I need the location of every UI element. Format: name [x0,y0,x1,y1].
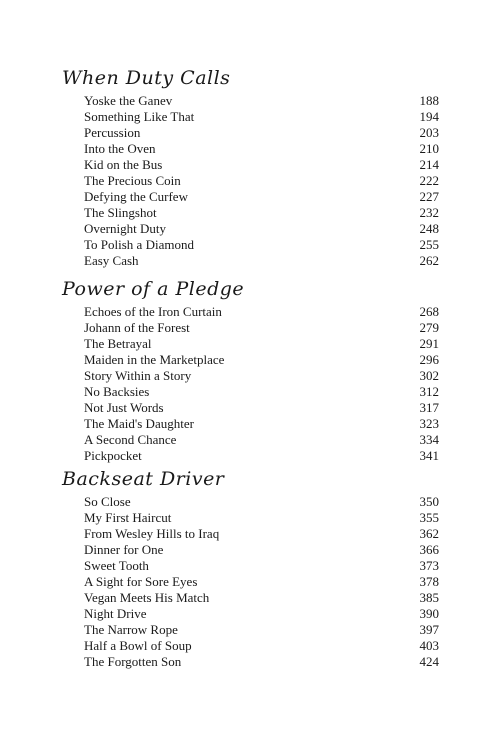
entry-title: Easy Cash [84,253,139,268]
entry-page-number: 296 [419,352,439,367]
entry-page-number: 214 [419,157,439,172]
entry-page-number: 355 [419,510,439,525]
entry-page-number: 373 [419,558,439,573]
section-entries [84,494,439,670]
entry-title: Night Drive [84,606,147,621]
toc-entry [84,189,439,205]
toc-entry [84,320,439,336]
entry-title: From Wesley Hills to Iraq [84,526,220,541]
entry-page-number: 268 [419,304,439,319]
section-title: When Duty Calls [62,67,231,89]
entry-page-number: 350 [419,494,439,509]
entry-page-number: 279 [419,320,439,335]
section-title: Backseat Driver [62,468,225,490]
entry-title: Something Like That [84,109,195,124]
toc-entry [84,384,439,400]
entry-title: Kid on the Bus [84,157,163,172]
entry-page-number: 317 [419,400,439,415]
entry-page-number: 210 [419,141,439,156]
toc-entry [84,558,439,574]
entry-page-number: 397 [419,622,439,637]
toc-entry [84,510,439,526]
entry-page-number: 390 [419,606,439,621]
entry-page-number: 255 [419,237,439,252]
entry-title: Percussion [84,125,141,140]
toc-entry [84,109,439,125]
toc-entry [84,638,439,654]
entry-title: The Betrayal [84,336,152,351]
entry-title: Defying the Curfew [84,189,188,204]
entry-title: The Slingshot [84,205,157,220]
entry-page-number: 362 [419,526,439,541]
entry-title: No Backsies [84,384,150,399]
entry-title: Half a Bowl of Soup [84,638,192,653]
entry-page-number: 262 [419,253,439,268]
entry-title: To Polish a Diamond [84,237,194,252]
entry-page-number: 291 [419,336,439,351]
entry-title: The Precious Coin [84,173,181,188]
section-entries [84,304,439,464]
entry-page-number: 312 [419,384,439,399]
entry-title: Story Within a Story [84,368,192,383]
entry-title: Not Just Words [84,400,164,415]
toc-entry [84,432,439,448]
toc-entry [84,336,439,352]
entry-title: Johann of the Forest [84,320,190,335]
entry-page-number: 188 [419,93,439,108]
toc-entry [84,93,439,109]
entry-title: Echoes of the Iron Curtain [84,304,222,319]
toc-entry [84,304,439,320]
entry-page-number: 403 [419,638,439,653]
entry-title: A Second Chance [84,432,177,447]
entry-title: Pickpocket [84,448,142,463]
toc-entry [84,606,439,622]
entry-page-number: 248 [419,221,439,236]
section-entries [84,93,439,269]
entry-page-number: 378 [419,574,439,589]
entry-page-number: 232 [419,205,439,220]
toc-entry [84,654,439,670]
entry-page-number: 334 [419,432,439,447]
entry-title: Sweet Tooth [84,558,149,573]
entry-title: Dinner for One [84,542,164,557]
entry-title: The Maid's Daughter [84,416,194,431]
entry-title: Maiden in the Marketplace [84,352,225,367]
entry-page-number: 222 [419,173,439,188]
entry-title: So Close [84,494,131,509]
section-title: Power of a Pledge [62,278,245,300]
toc-entry [84,205,439,221]
entry-title: Vegan Meets His Match [84,590,210,605]
toc-entry [84,542,439,558]
entry-title: The Narrow Rope [84,622,178,637]
toc-entry [84,494,439,510]
toc-entry [84,352,439,368]
entry-page-number: 385 [419,590,439,605]
entry-title: The Forgotten Son [84,654,182,669]
entry-page-number: 424 [419,654,439,669]
toc-entry [84,526,439,542]
toc-entry [84,416,439,432]
toc-entry [84,125,439,141]
entry-title: Yoske the Ganev [84,93,173,108]
toc-entry [84,157,439,173]
toc-entry [84,368,439,384]
toc-entry [84,221,439,237]
toc-entry [84,448,439,464]
toc-entry [84,590,439,606]
entry-title: Overnight Duty [84,221,166,236]
toc-entry [84,622,439,638]
entry-title: A Sight for Sore Eyes [84,574,198,589]
toc-entry [84,173,439,189]
entry-page-number: 227 [419,189,439,204]
entry-page-number: 341 [419,448,439,463]
entry-page-number: 323 [419,416,439,431]
toc-entry [84,574,439,590]
entry-title: My First Haircut [84,510,172,525]
toc-entry [84,141,439,157]
entry-page-number: 302 [419,368,439,383]
entry-page-number: 203 [419,125,439,140]
toc-entry [84,253,439,269]
entry-title: Into the Oven [84,141,156,156]
toc-entry [84,237,439,253]
entry-page-number: 366 [419,542,439,557]
toc-entry [84,400,439,416]
entry-page-number: 194 [419,109,439,124]
